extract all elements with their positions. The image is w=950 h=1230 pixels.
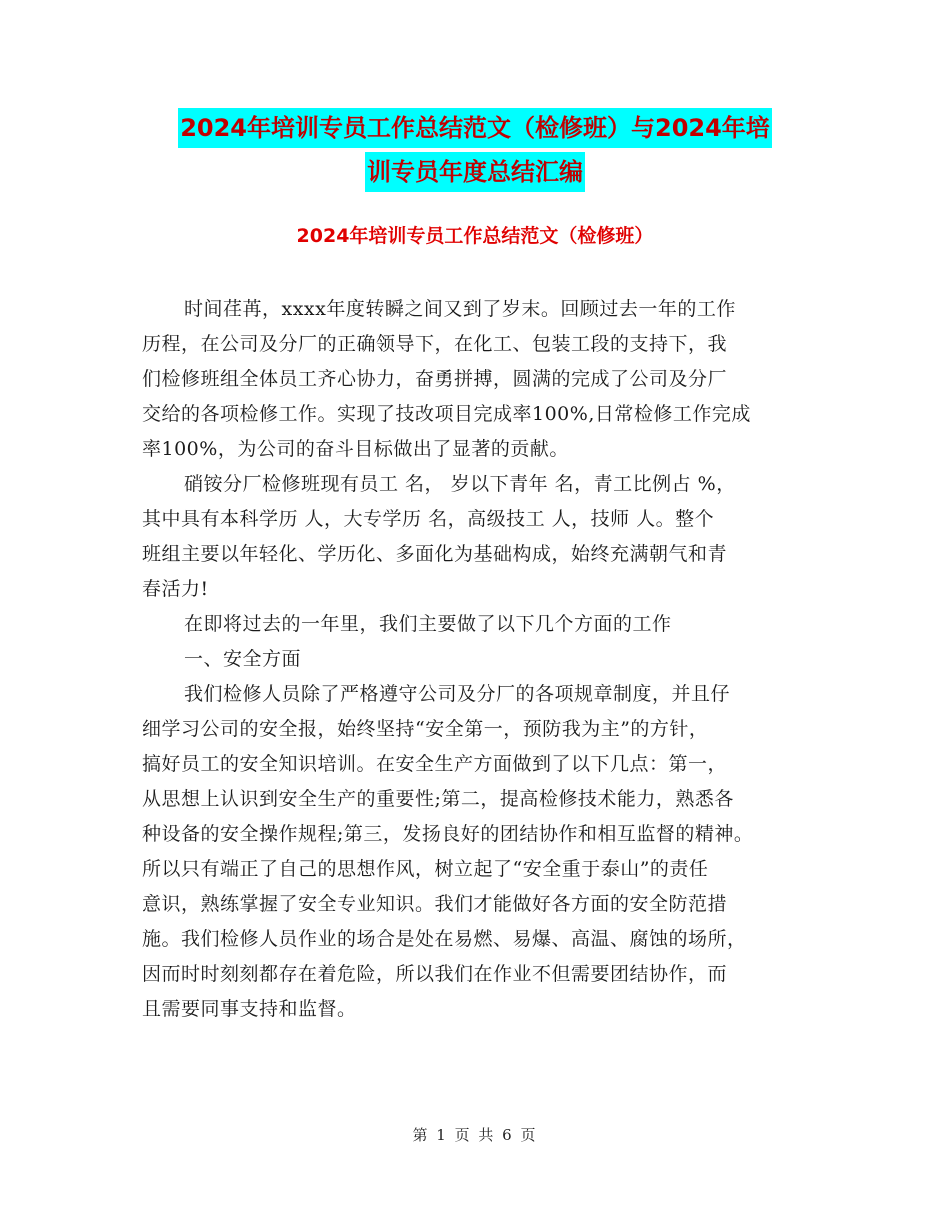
body-text-line: 因而时时刻刻都存在着危险，所以我们在作业不但需要团结协作，而 <box>142 963 728 985</box>
page-footer: 第 1 页 共 6 页 <box>412 1126 538 1144</box>
body-text-line: 种设备的安全操作规程;第三，发扬良好的团结协作和相互监督的精神。 <box>142 823 754 845</box>
body-text-line: 硝铵分厂检修班现有员工 名， 岁以下青年 名，青工比例占 %， <box>184 473 736 495</box>
body-text-line: 且需要同事支持和监督。 <box>142 998 357 1020</box>
body-text-line: 们检修班组全体员工齐心协力，奋勇拼搏，圆满的完成了公司及分厂 <box>142 368 728 390</box>
title-line-1: 2024年培训专员工作总结范文（检修班）与2024年培 <box>178 108 772 148</box>
body-text-line: 我们检修人员除了严格遵守公司及分厂的各项规章制度，并且仔 <box>184 683 731 705</box>
body-text-line: 其中具有本科学历 人，大专学历 名，高级技工 人，技师 人。整个 <box>142 508 715 530</box>
body-text-line: 所以只有端正了自己的思想作风，树立起了“安全重于泰山”的责任 <box>142 858 709 880</box>
body-text-line: 意识，熟练掌握了安全专业知识。我们才能做好各方面的安全防范措 <box>142 893 728 915</box>
body-text-line: 率100%，为公司的奋斗目标做出了显著的贡献。 <box>142 438 569 460</box>
title-line-2: 训专员年度总结汇编 <box>365 152 585 192</box>
body-text-line: 从思想上认识到安全生产的重要性;第二，提高检修技术能力，熟悉各 <box>142 788 734 810</box>
body-text-line: 施。我们检修人员作业的场合是处在易燃、易爆、高温、腐蚀的场所， <box>142 928 747 950</box>
document-body <box>142 292 822 1027</box>
body-text-line: 一、安全方面 <box>184 648 302 670</box>
body-text-line: 搞好员工的安全知识培训。在安全生产方面做到了以下几点：第一， <box>142 753 728 775</box>
body-text-line: 细学习公司的安全报，始终坚持“安全第一，预防我为主”的方针， <box>142 718 709 740</box>
body-text-line: 时间荏苒，xxxx年度转瞬之间又到了岁末。回顾过去一年的工作 <box>184 298 736 320</box>
body-text-line: 历程，在公司及分厂的正确领导下，在化工、包装工段的支持下，我 <box>142 333 728 355</box>
body-text-line: 班组主要以年轻化、学历化、多面化为基础构成，始终充满朝气和青 <box>142 543 728 565</box>
body-text-line: 在即将过去的一年里，我们主要做了以下几个方面的工作 <box>184 613 672 635</box>
document-title <box>120 108 830 192</box>
section-title: 2024年培训专员工作总结范文（检修班） <box>296 225 654 247</box>
body-text-line: 交给的各项检修工作。实现了技改项目完成率100%,日常检修工作完成 <box>142 403 751 425</box>
body-text-line: 春活力! <box>142 578 209 600</box>
